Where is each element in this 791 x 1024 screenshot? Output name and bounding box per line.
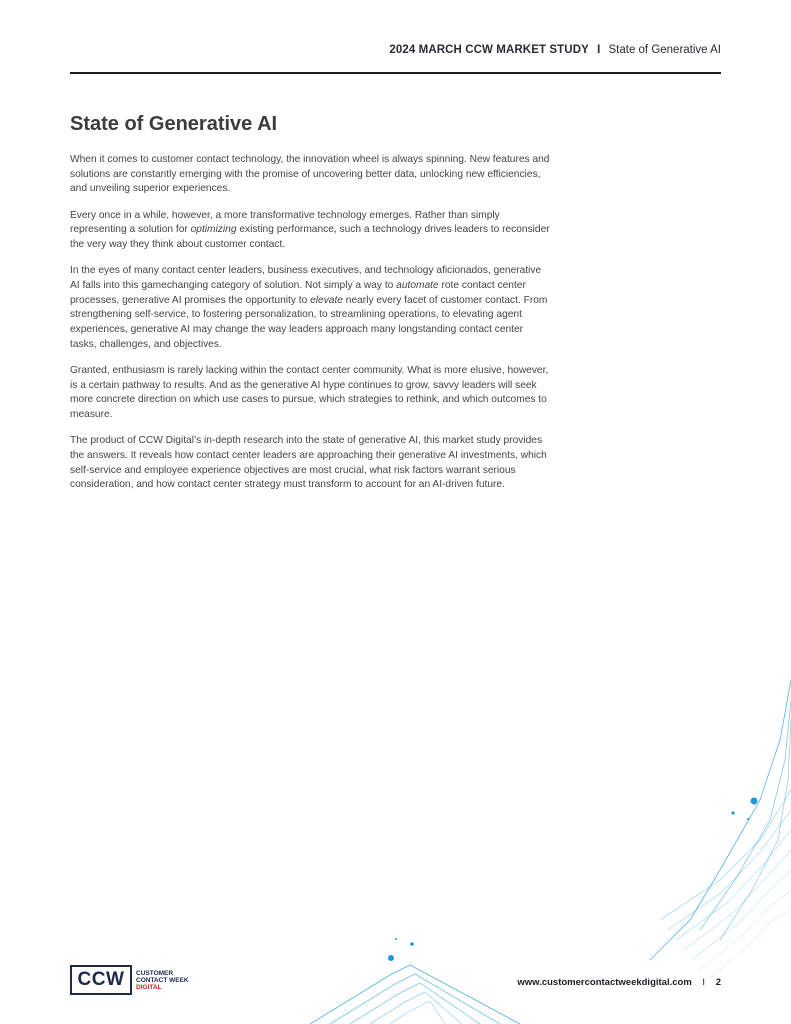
- paragraph-3-emphasis-2: elevate: [310, 294, 343, 306]
- paragraph-2-emphasis: optimizing: [190, 224, 237, 236]
- page-title: State of Generative AI: [70, 113, 278, 135]
- footer-separator: I: [702, 977, 706, 988]
- logo-wordmark: [136, 970, 189, 991]
- logo-line-1: CUSTOMER: [136, 969, 174, 977]
- paragraph-3-text-a: In the eyes of many contact center leaders, business executives, and technology aficionados, generative AI falls into this gamechanging category of solution. Not simply a way to: [70, 265, 542, 291]
- paragraph-4: Granted, enthusiasm is rarely lacking within the contact center community. What is more elusive, however, is a certain pathway to results. And as the generative AI hype continues to grow, savvy leaders will seek more concrete direction on which use cases to pursue, which strategies to rethink, and which outcomes to measure.: [70, 364, 549, 421]
- paragraph-3-emphasis-1: automate: [396, 279, 439, 291]
- paragraph-1: When it comes to customer contact technology, the innovation wheel is always spinning. New features and solutions are constantly emerging with the promise of uncovering better data, unlocking new efficiencies, and unveiling superior experiences.: [70, 154, 550, 195]
- footer-url[interactable]: www.customercontactweekdigital.com: [517, 977, 692, 988]
- header-section-title: State of Generative AI: [608, 44, 721, 56]
- paragraph-5: The product of CCW Digital’s in-depth research into the state of generative AI, this market study provides the answers. It reveals how contact center leaders are approaching their generative AI investments, which self-service and employee experience objectives are most crucial, what risk factors warrant serious consideration, and how contact center strategy must transform to account for an AI-driven future.: [70, 435, 547, 491]
- paragraph-2-text-b: existing performance, such a technology drives leaders to reconsider the very way they think about customer contact.: [70, 224, 550, 251]
- paragraph-2-text-a: Every once in a while, however, a more transformative technology emerges. Rather than simply representing a solution for: [70, 209, 500, 236]
- page-footer: [517, 977, 721, 988]
- ccw-logo: [70, 965, 189, 995]
- page-number: 2: [715, 977, 721, 988]
- paragraph-3-text-b: rote contact center processes, generative AI promises the opportunity to: [70, 279, 526, 306]
- paragraph-3-text-c: nearly every facet of customer contact. From strengthening self-service, to fostering personalization, to streamlining operations, to elevating agent experiences, generative AI may change the way leaders approach many longstanding contact center tasks, challenges, and objectives.: [70, 294, 548, 350]
- header-study-title: 2024 MARCH CCW MARKET STUDY: [389, 44, 589, 56]
- logo-line-2: CONTACT WEEK: [136, 976, 189, 984]
- header-separator: I: [597, 44, 601, 56]
- logo-mark: CCW: [70, 965, 132, 995]
- logo-line-3: DIGITAL: [136, 983, 162, 991]
